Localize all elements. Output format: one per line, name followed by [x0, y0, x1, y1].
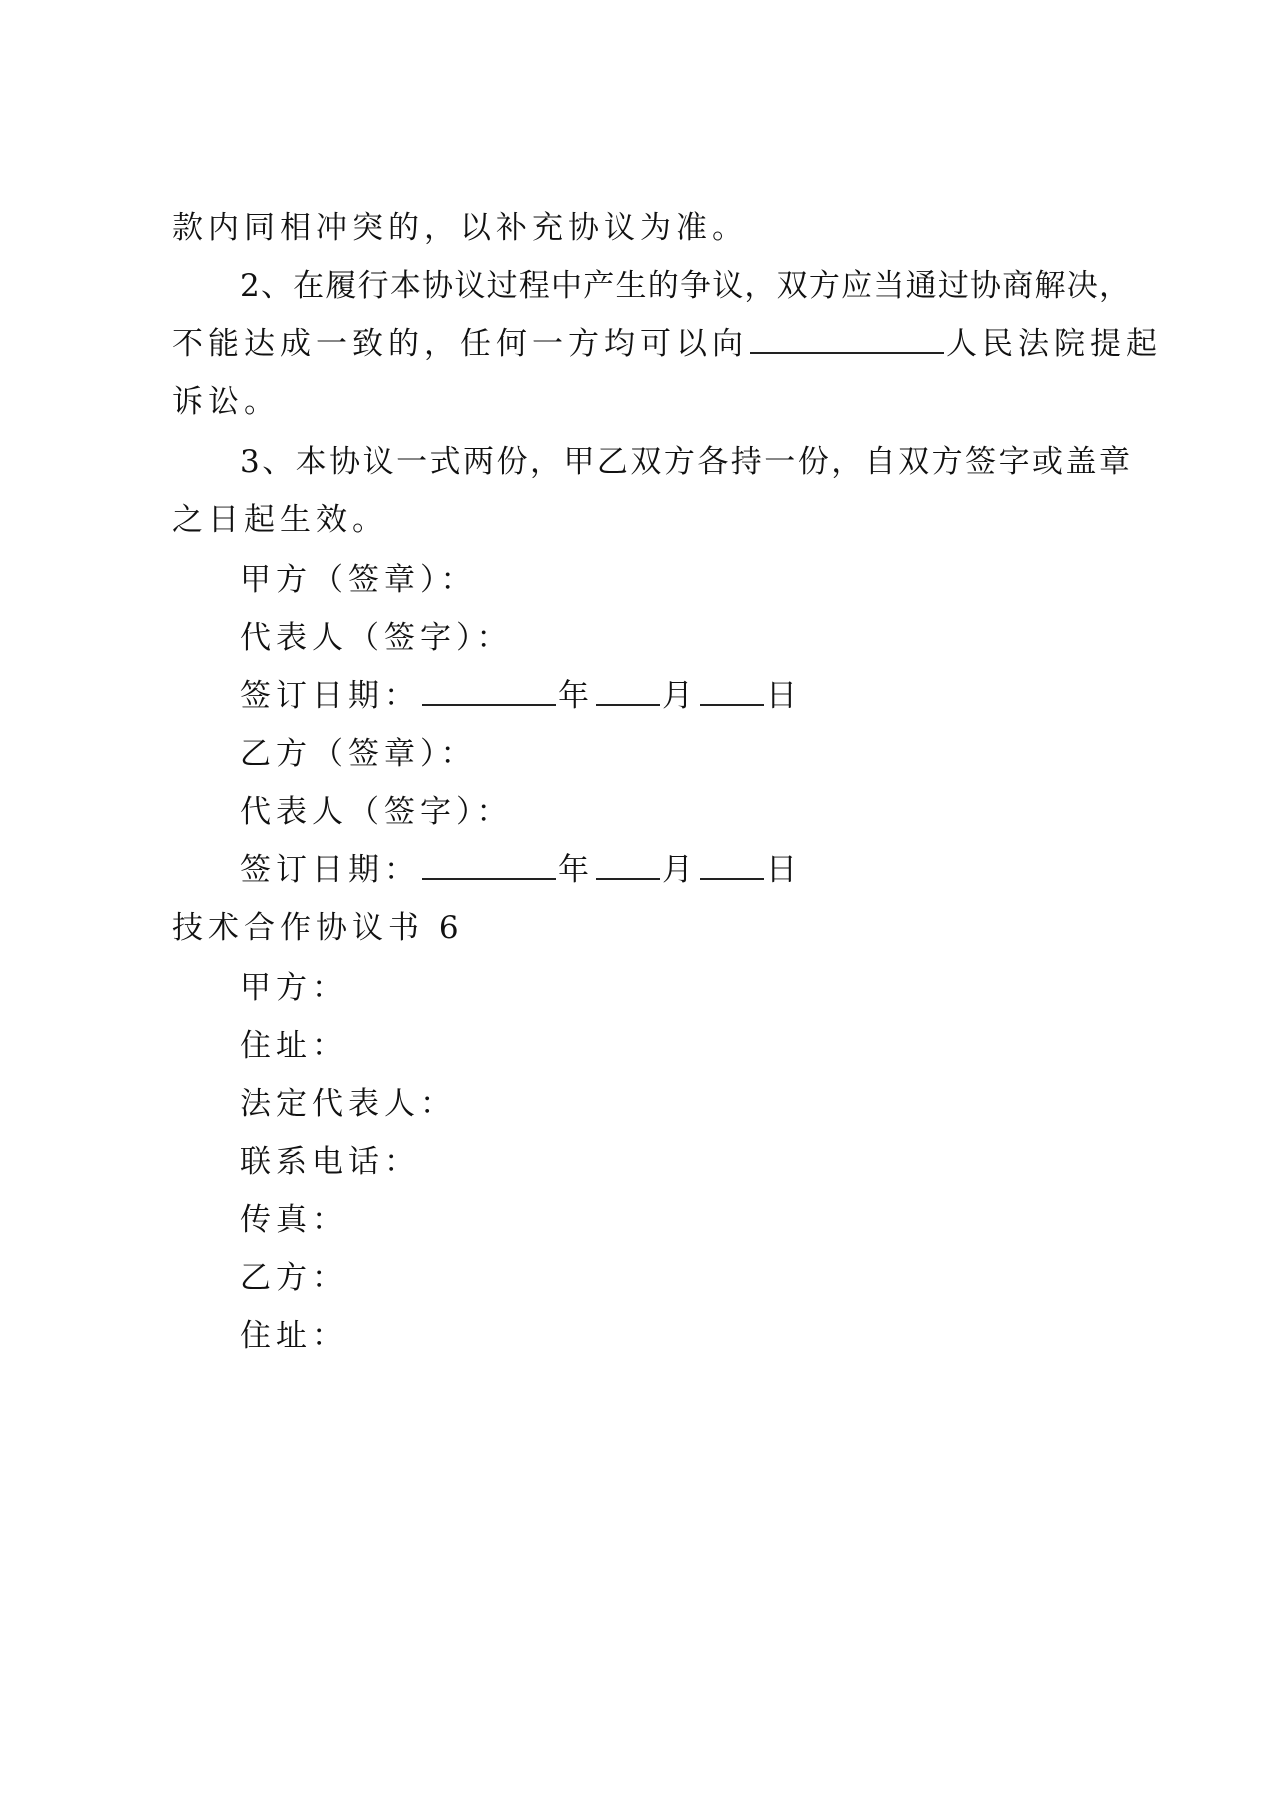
party-b-date-line	[240, 846, 802, 894]
party-b-address-label: 住址：	[240, 1318, 348, 1354]
party-a-rep-label: 代表人（签字）：	[240, 620, 513, 656]
party-b-label: 乙方：	[240, 1260, 348, 1296]
clause-2-text-before-blank: 不能达成一致的，任何一方均可以向	[172, 326, 748, 362]
month-label: 月	[662, 678, 698, 714]
fax-label: 传真：	[240, 1202, 348, 1238]
agreement-6-title: 技术合作协议书 6	[172, 910, 464, 946]
clause-2-line-2	[172, 320, 1162, 368]
party-a-address-label: 住址：	[240, 1028, 348, 1064]
clause-3-line-1: 3、本协议一式两份，甲乙双方各持一份，自双方签字或盖章	[240, 444, 1130, 480]
clause-3-line-2: 之日起生效。	[172, 502, 388, 538]
year-blank[interactable]	[422, 848, 556, 880]
year-label: 年	[558, 678, 594, 714]
day-blank[interactable]	[700, 674, 764, 706]
date-label: 签订日期：	[240, 852, 420, 888]
court-name-blank[interactable]	[750, 322, 944, 354]
legal-rep-label: 法定代表人：	[240, 1086, 456, 1122]
day-label: 日	[766, 678, 802, 714]
clause-2-line-3: 诉讼。	[172, 384, 280, 420]
day-blank[interactable]	[700, 848, 764, 880]
clause-2-line-1: 2、在履行本协议过程中产生的争议，双方应当通过协商解决，	[240, 268, 1130, 304]
clause-2-text-after-blank: 人民法院提起	[946, 326, 1162, 362]
day-label: 日	[766, 852, 802, 888]
year-blank[interactable]	[422, 674, 556, 706]
year-label: 年	[558, 852, 594, 888]
party-a-label: 甲方：	[240, 970, 348, 1006]
party-b-seal-label: 乙方（签章）：	[240, 736, 477, 772]
date-label: 签订日期：	[240, 678, 420, 714]
month-blank[interactable]	[596, 848, 660, 880]
month-label: 月	[662, 852, 698, 888]
phone-label: 联系电话：	[240, 1144, 420, 1180]
party-a-seal-label: 甲方（签章）：	[240, 562, 477, 598]
month-blank[interactable]	[596, 674, 660, 706]
clause-1-end: 款内同相冲突的，以补充协议为准。	[172, 210, 748, 246]
party-b-rep-label: 代表人（签字）：	[240, 794, 513, 830]
party-a-date-line	[240, 672, 802, 720]
